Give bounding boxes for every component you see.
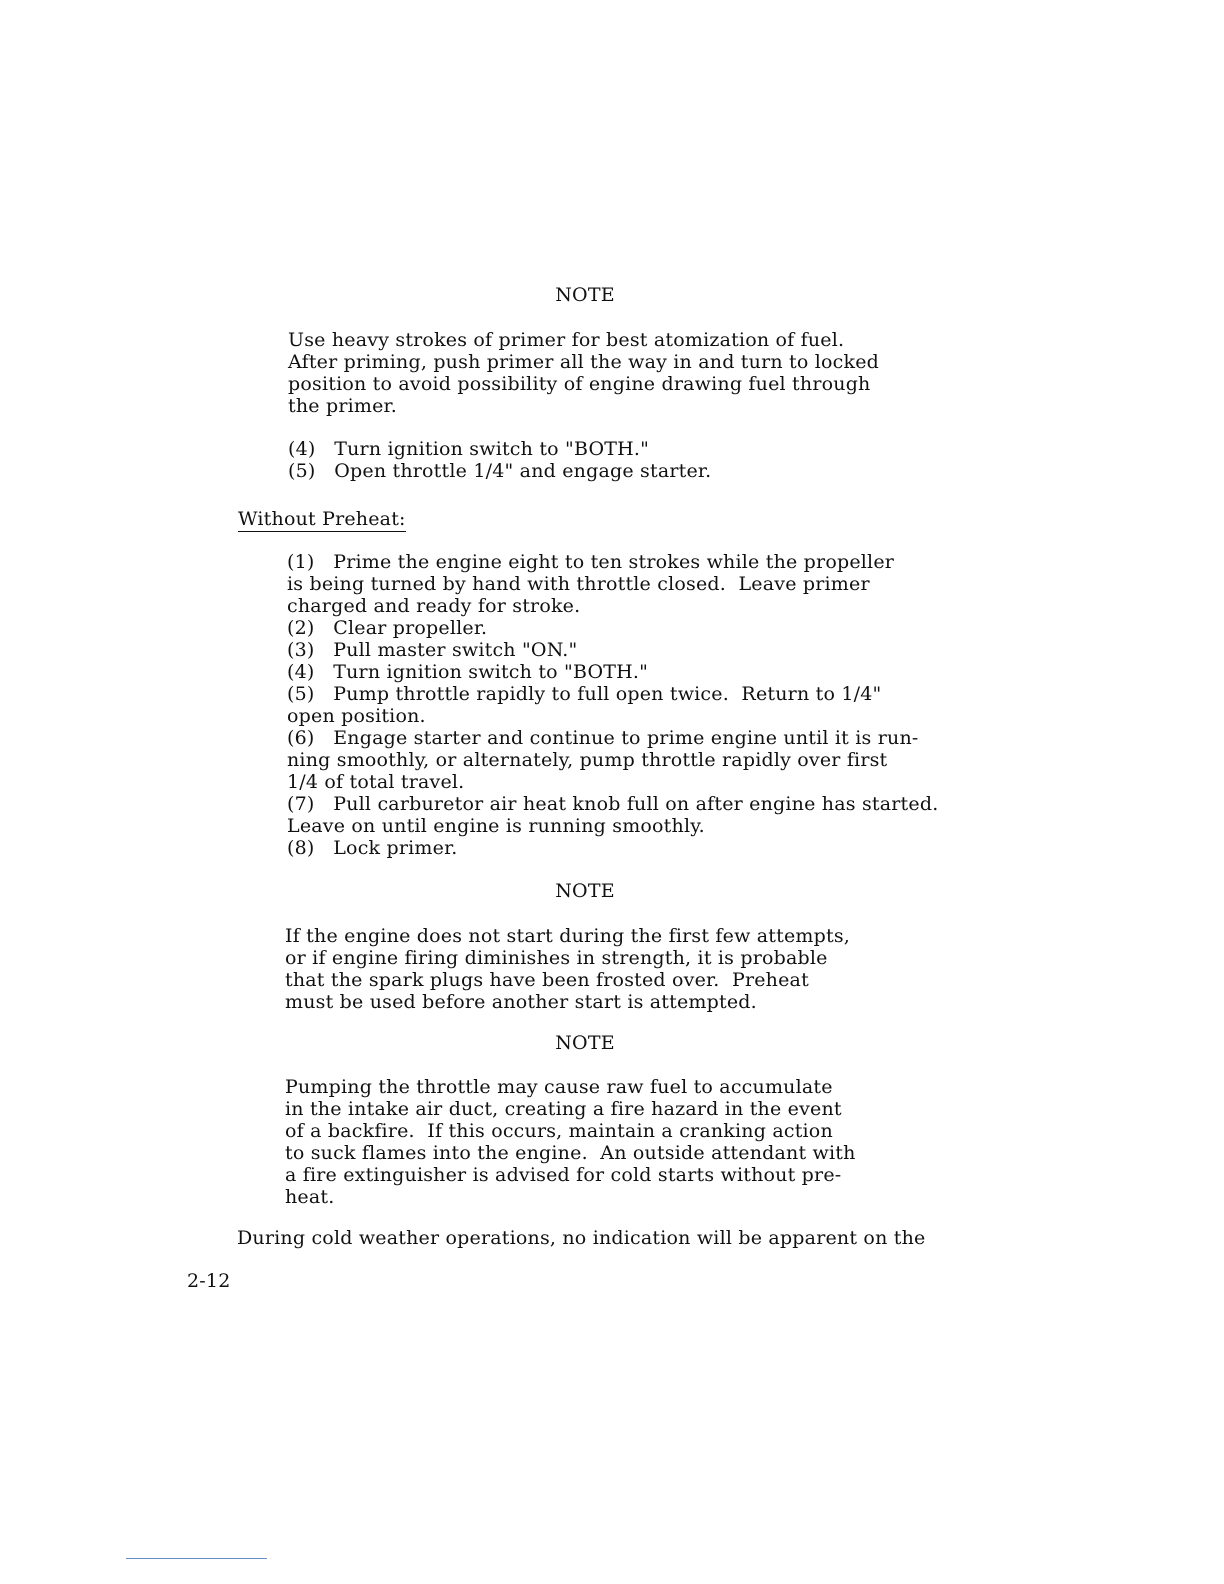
procedure-line: (2) Clear propeller.	[287, 617, 488, 639]
procedure-step: (5) Open throttle 1/4" and engage starter.	[288, 460, 712, 482]
note-text-line: a fire extinguisher is advised for cold starts without pre-	[285, 1164, 842, 1186]
note-text-line: the primer.	[288, 395, 397, 417]
procedure-line: (4) Turn ignition switch to "BOTH."	[287, 661, 649, 683]
section-heading-without-preheat	[238, 508, 406, 532]
note-text-line: After priming, push primer all the way in and turn to locked	[288, 351, 880, 373]
note-text-line: Pumping the throttle may cause raw fuel to accumulate	[285, 1076, 833, 1098]
note-heading: NOTE	[555, 1032, 615, 1054]
procedure-line: (8) Lock primer.	[287, 837, 458, 859]
procedure-line: charged and ready for stroke.	[287, 595, 581, 617]
note-text-line: position to avoid possibility of engine drawing fuel through	[288, 373, 871, 395]
note-text-line: to suck flames into the engine. An outside attendant with	[285, 1142, 856, 1164]
note-text-line: Use heavy strokes of primer for best atomization of fuel.	[288, 329, 845, 351]
note-text-line: or if engine firing diminishes in strength, it is probable	[285, 947, 828, 969]
note-text-line: heat.	[285, 1186, 335, 1208]
procedure-line: Leave on until engine is running smoothly.	[287, 815, 705, 837]
note-text-line: If the engine does not start during the first few attempts,	[285, 925, 851, 947]
procedure-line: (5) Pump throttle rapidly to full open twice. Return to 1/4"	[287, 683, 882, 705]
note-text-line: in the intake air duct, creating a fire hazard in the event	[285, 1098, 842, 1120]
body-text-line: During cold weather operations, no indication will be apparent on the	[237, 1227, 926, 1249]
procedure-line: is being turned by hand with throttle closed. Leave primer	[287, 573, 870, 595]
note-text-line: that the spark plugs have been frosted over. Preheat	[285, 969, 809, 991]
note-text-line: must be used before another start is attempted.	[285, 991, 757, 1013]
page-number: 2-12	[187, 1270, 231, 1292]
note-heading: NOTE	[555, 880, 615, 902]
note-heading: NOTE	[555, 284, 615, 306]
procedure-line: ning smoothly, or alternately, pump throttle rapidly over first	[287, 749, 888, 771]
procedure-line: (6) Engage starter and continue to prime engine until it is run-	[287, 727, 919, 749]
procedure-line: 1/4 of total travel.	[287, 771, 465, 793]
note-text-line: of a backfire. If this occurs, maintain a cranking action	[285, 1120, 833, 1142]
section-heading-text: Without Preheat:	[238, 508, 406, 530]
procedure-line: (1) Prime the engine eight to ten strokes while the propeller	[287, 551, 895, 573]
footer-rule	[126, 1558, 267, 1559]
procedure-line: open position.	[287, 705, 426, 727]
procedure-line: (3) Pull master switch "ON."	[287, 639, 578, 661]
procedure-line: (7) Pull carburetor air heat knob full on after engine has started.	[287, 793, 939, 815]
procedure-step: (4) Turn ignition switch to "BOTH."	[288, 438, 650, 460]
